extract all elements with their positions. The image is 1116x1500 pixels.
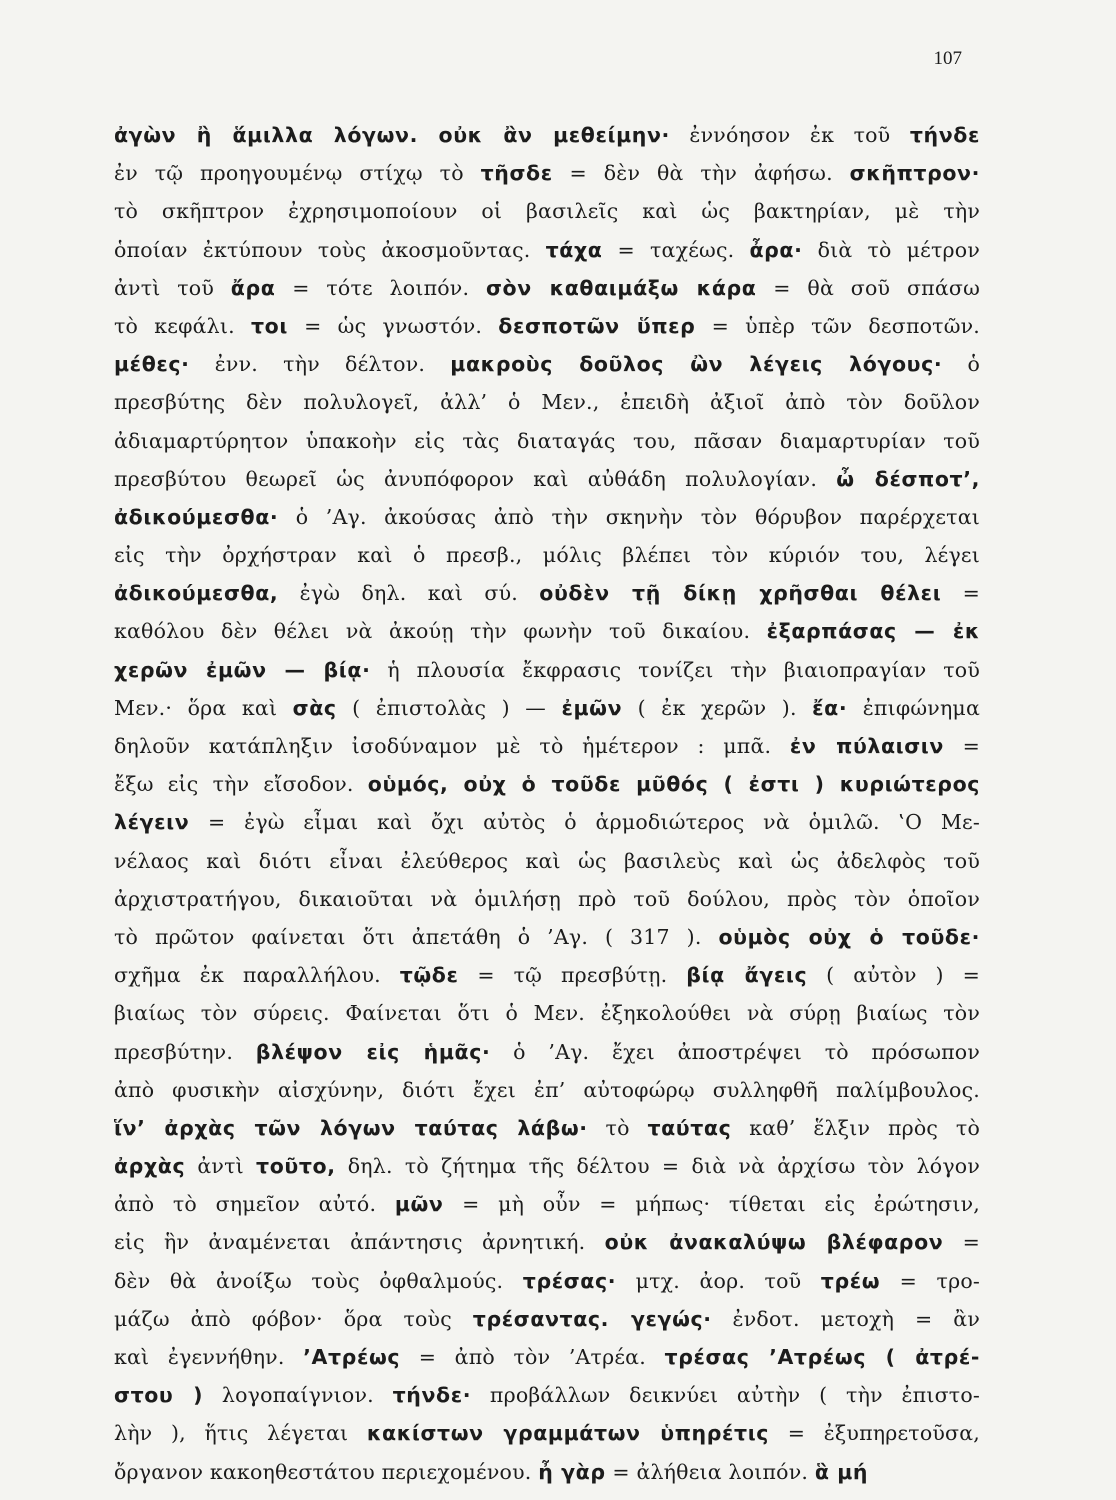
lemma-bold: οὐκ ἀνακαλύψω βλέφαρον (604, 1230, 944, 1255)
commentary-text-run: = μὴ οὖν = μήπως· τίθεται εἰς ἐρώτησιν, (443, 1192, 980, 1217)
lemma-bold: οὐδὲν τῇ δίκῃ χρῆσθαι θέλει (539, 581, 942, 606)
commentary-text-run: ἡ πλουσία ἔκφρασις τονίζει τὴν βιαιοπραγίαν τοῦ (370, 657, 980, 682)
commentary-text-run: ἐπιφώνημα (847, 695, 980, 720)
commentary-text-run: ἀδιαμαρτύρητον ὑπακοὴν εἰς τὰς διαταγάς του, πᾶσαν διαμαρτυρίαν τοῦ (114, 428, 980, 453)
text-line (114, 1223, 980, 1261)
lemma-bold: τοῦτο, (256, 1154, 336, 1179)
lemma-bold: ἃ μή (814, 1459, 869, 1484)
commentary-text-run: εἰς ἣν ἀναμένεται ἀπάντησις ἀρνητική. (114, 1230, 605, 1255)
text-line (114, 727, 980, 765)
lemma-bold: ἀδικούμεσθα, (114, 581, 279, 606)
lemma-bold: βλέψον εἰς ἡμᾶς· (255, 1039, 491, 1064)
text-line (114, 918, 980, 956)
commentary-text-run: τὸ σκῆπτρον ἐχρησιμοποίουν οἱ βασιλεῖς καὶ ὡς βακτηρίαν, μὲ τὴν (114, 199, 980, 224)
text-line (114, 192, 980, 230)
commentary-text-run: = ἐγὼ εἶμαι καὶ ὄχι αὐτὸς ὁ ἁρμοδιώτερος νὰ ὁμιλῶ. ‛Ο Με- (189, 810, 980, 835)
lemma-bold: ἐμῶν (561, 695, 623, 720)
commentary-text-run: καθόλου δὲν θέλει νὰ ἀκούῃ τὴν φωνὴν τοῦ δικαίου. (114, 619, 767, 644)
commentary-text (114, 116, 980, 1491)
lemma-bold: ἐν πύλαισιν (789, 734, 944, 758)
lemma-bold: ἀρχὰς (114, 1154, 186, 1179)
commentary-text-run: = (943, 734, 980, 758)
lemma-bold: οὑμὸς οὐχ ὁ τοῦδε· (718, 924, 980, 949)
commentary-text-run: = ἀλήθεια λοιπόν. (605, 1459, 815, 1484)
text-line (114, 842, 980, 880)
lemma-bold: τήνδε (909, 123, 980, 147)
commentary-text-run: ἐννόησον ἐκ τοῦ (669, 123, 910, 147)
lemma-bold: ’Ατρέως (303, 1345, 401, 1369)
text-line (114, 116, 980, 154)
commentary-text-run: = δὲν θὰ τὴν ἀφήσω. (552, 161, 850, 186)
commentary-text-run: = ταχέως. (602, 237, 750, 262)
lemma-bold: τρέσαντας. γεγώς· (472, 1306, 712, 1331)
lemma-bold: σὸν καθαιμάξω κάρα (485, 275, 757, 300)
text-line (114, 154, 980, 192)
lemma-bold: ἵν’ ἀρχὰς τῶν λόγων ταύτας λάβω· (114, 1115, 588, 1140)
text-line (114, 269, 980, 307)
text-line (114, 880, 980, 918)
commentary-text-run: ἐγὼ δηλ. καὶ σύ. (278, 581, 540, 606)
commentary-text-run: καθ’ ἕλξιν πρὸς τὸ (731, 1115, 980, 1140)
commentary-text-run: ( ἐπιστολὰς ) — (336, 695, 562, 720)
lemma-bold: τήνδε· (392, 1383, 472, 1408)
commentary-text-run: ὁ (942, 352, 980, 377)
commentary-text-run: ἀντὶ τοῦ (114, 275, 231, 300)
text-line (114, 956, 980, 994)
lemma-bold: λέγειν (114, 810, 190, 835)
commentary-text-run: ὁ ’Αγ. ἔχει ἀποστρέψει τὸ πρόσωπον (490, 1039, 980, 1064)
commentary-text-run: = ὑπὲρ τῶν δεσποτῶν. (695, 313, 980, 338)
text-line (114, 651, 980, 689)
commentary-text-run: πρεσβύτου θεωρεῖ ὡς ἀνυπόφορον καὶ αὐθάδη πολυλογίαν. (114, 466, 837, 491)
text-line (114, 1300, 980, 1338)
text-line (114, 422, 980, 460)
lemma-bold: δεσποτῶν ὕπερ (498, 313, 696, 338)
lemma-bold: ἐξαρπάσας — ἐκ (766, 619, 980, 644)
commentary-text-run: = (941, 581, 980, 606)
commentary-text-run: εἰς τὴν ὀρχήστραν καὶ ὁ πρεσβ., μόλις βλέπει τὸν κύριόν του, λέγει (114, 543, 980, 568)
lemma-bold: ἔα· (812, 695, 848, 720)
text-line (114, 803, 980, 841)
text-line (114, 1338, 980, 1376)
lemma-bold: ἦ γὰρ (538, 1459, 606, 1484)
text-line (114, 1414, 980, 1452)
lemma-bold: μακροὺς δοῦλος ὢν λέγεις λόγους· (450, 352, 943, 377)
commentary-text-run: = τῷ πρεσβύτῃ. (458, 963, 687, 988)
lemma-bold: ὦ δέσποτ’, (836, 466, 980, 491)
commentary-text-run: = θὰ σοῦ σπάσω (756, 275, 980, 300)
text-line (114, 689, 980, 727)
commentary-text-run: νέλαος καὶ διότι εἶναι ἐλεύθερος καὶ ὡς βασιλεὺς καὶ ὡς ἀδελφὸς τοῦ (114, 848, 980, 873)
text-line (114, 1262, 980, 1300)
commentary-text-run: ἀρχιστρατήγου, δικαιοῦται νὰ ὁμιλήσῃ πρὸ τοῦ δούλου, πρὸς τὸν ὁποῖον (114, 886, 980, 911)
lemma-bold: σκῆπτρον· (849, 161, 980, 186)
lemma-bold: τῆσδε (480, 161, 553, 186)
lemma-bold: ἀδικούμεσθα· (114, 504, 279, 529)
commentary-text-run: σχῆμα ἐκ παραλλήλου. (114, 963, 400, 988)
commentary-text-run: = τρο- (880, 1268, 980, 1293)
lemma-bold: ταύτας (647, 1115, 732, 1140)
lemma-bold: χερῶν ἐμῶν — βίᾳ· (114, 657, 371, 682)
lemma-bold: στου ) (114, 1383, 204, 1408)
lemma-bold: τοι (251, 313, 288, 338)
commentary-text-run: βιαίως τὸν σύρεις. Φαίνεται ὅτι ὁ Μεν. ἐξηκολούθει νὰ σύρῃ βιαίως τὸν (114, 1001, 980, 1026)
text-line (114, 994, 980, 1032)
text-line (114, 231, 980, 269)
commentary-text-run: τὸ (587, 1115, 648, 1140)
commentary-text-run: προβάλλων δεικνύει αὐτὴν ( τὴν ἐπιστο- (471, 1383, 980, 1408)
text-line (114, 1033, 980, 1071)
commentary-text-run: ἔξω εἰς τὴν εἴσοδον. (114, 772, 368, 797)
commentary-text-run: δηλοῦν κατάπληξιν ἰσοδύναμον μὲ τὸ ἡμέτερον : μπᾶ. (114, 734, 790, 758)
lemma-bold: τρέω (820, 1268, 881, 1293)
page-number: 107 (933, 48, 962, 69)
commentary-text-run: ὁ ’Αγ. ἀκούσας ἀπὸ τὴν σκηνὴν τὸν θόρυβον παρέρχεται (278, 504, 980, 529)
text-line (114, 1109, 980, 1147)
commentary-text-run: Μεν.· ὅρα καὶ (114, 695, 293, 720)
lemma-bold: τρέσας· (522, 1268, 617, 1293)
text-line (114, 460, 980, 498)
lemma-bold: κακίστων γραμμάτων ὑπηρέτις (366, 1421, 770, 1446)
lemma-bold: τάχα (545, 237, 603, 262)
commentary-text-run: καὶ ἐγεννήθην. (114, 1345, 304, 1369)
text-line (114, 536, 980, 574)
commentary-text-run: = ἐξυπηρετοῦσα, (769, 1421, 980, 1446)
lemma-bold: ἆρα· (749, 237, 803, 262)
commentary-text-run: τὸ πρῶτον φαίνεται ὅτι ἀπετάθη ὁ ’Αγ. ( 317 ). (114, 924, 719, 949)
commentary-text-run: λὴν ), ἥτις λέγεται (114, 1421, 367, 1446)
commentary-text-run: μάζω ἀπὸ φόβον· ὅρα τοὺς (114, 1306, 473, 1331)
commentary-text-run: δὲν θὰ ἀνοίξω τοὺς ὀφθαλμούς. (114, 1268, 523, 1293)
commentary-text-run: = τότε λοιπόν. (275, 275, 486, 300)
commentary-text-run: ἐνδοτ. μετοχὴ = ἂν (711, 1306, 980, 1331)
commentary-text-run: πρεσβύτης δὲν πολυλογεῖ, ἀλλ’ ὁ Μεν., ἐπειδὴ ἀξιοῖ ἀπὸ τὸν δοῦλον (114, 390, 980, 415)
text-line (114, 612, 980, 650)
text-line (114, 1453, 980, 1491)
commentary-text-run: ὁποίαν ἐκτύπουν τοὺς ἀκοσμοῦντας. (114, 237, 546, 262)
lemma-bold: τῷδε (399, 963, 459, 988)
text-line (114, 1071, 980, 1109)
lemma-bold: τρέσας ’Ατρέως ( ἀτρέ- (664, 1345, 980, 1369)
text-line (114, 1376, 980, 1414)
text-line (114, 1185, 980, 1223)
text-line (114, 765, 980, 803)
text-line (114, 307, 980, 345)
text-line (114, 498, 980, 536)
text-line (114, 1147, 980, 1185)
commentary-text-run: διὰ τὸ μέτρον (802, 237, 980, 262)
text-line (114, 345, 980, 383)
lemma-bold: οὑμός, οὐχ ὁ τοῦδε μῦθός ( ἐστι ) κυριώτερος (367, 772, 980, 797)
commentary-text-run: ἐν τῷ προηγουμένῳ στίχῳ τὸ (114, 161, 481, 186)
lemma-bold: σὰς (292, 695, 337, 720)
commentary-text-run: μτχ. ἀορ. τοῦ (616, 1268, 821, 1293)
commentary-text-run: ἀντὶ (185, 1154, 257, 1179)
lemma-bold: ἄρα (230, 275, 276, 300)
text-line (114, 574, 980, 612)
commentary-text-run: δηλ. τὸ ζήτημα τῆς δέλτου = διὰ νὰ ἀρχίσω τὸν λόγον (335, 1154, 980, 1179)
commentary-text-run: ἀπὸ φυσικὴν αἰσχύνην, διότι ἔχει ἐπ’ αὐτοφώρῳ συλληφθῆ παλίμβουλος. (114, 1077, 980, 1102)
lemma-bold: μῶν (394, 1192, 444, 1217)
commentary-text-run: = ἀπὸ τὸν ’Ατρέα. (400, 1345, 665, 1369)
text-line (114, 383, 980, 421)
commentary-text-run: τὸ κεφάλι. (114, 313, 251, 338)
lemma-bold: μέθες· (114, 352, 190, 377)
commentary-text-run: = ὡς γνωστόν. (287, 313, 499, 338)
lemma-bold: ἀγὼν ἢ ἅμιλλα λόγων. οὐκ ἂν μεθείμην· (114, 123, 670, 147)
commentary-text-run: ἐνν. τὴν δέλτον. (189, 352, 451, 377)
lemma-bold: βίᾳ ἄγεις (686, 963, 808, 988)
commentary-text-run: ἀπὸ τὸ σημεῖον αὐτό. (114, 1192, 395, 1217)
commentary-text-run: λογοπαίγνιον. (203, 1383, 393, 1408)
commentary-text-run: ( ἐκ χερῶν ). (622, 695, 813, 720)
commentary-text-run: ὄργανον κακοηθεστάτου περιεχομένου. (114, 1459, 539, 1484)
commentary-text-run: ( αὐτὸν ) = (807, 963, 980, 988)
commentary-text-run: = (943, 1230, 980, 1255)
commentary-text-run: πρεσβύτην. (114, 1039, 256, 1064)
